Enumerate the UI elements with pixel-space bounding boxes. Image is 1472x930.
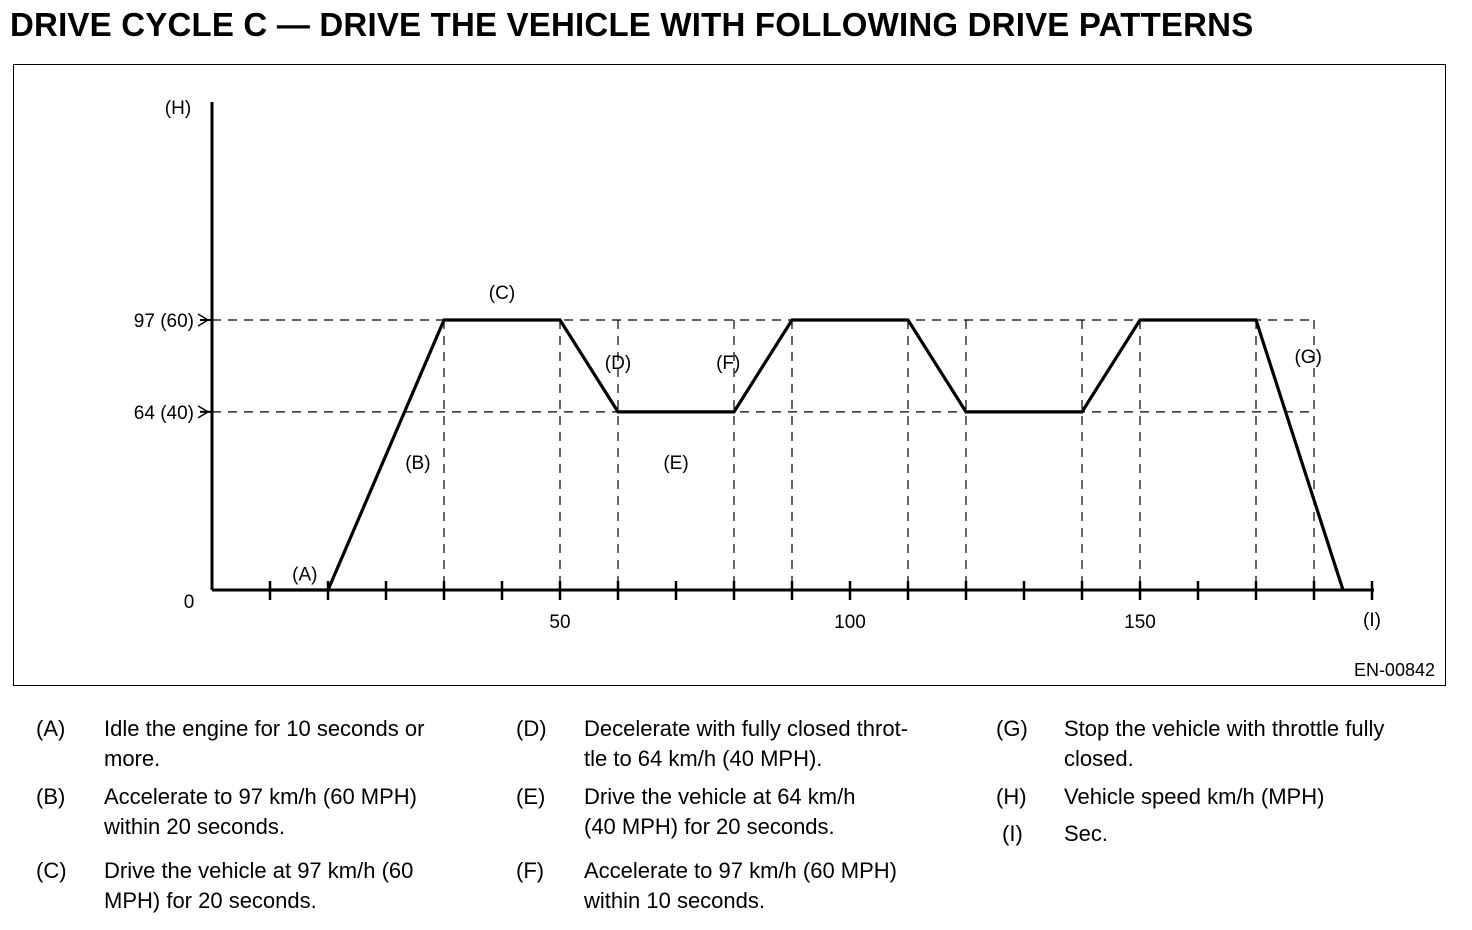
legend-text: Sec.: [1064, 821, 1109, 846]
legend-text: Idle the engine for 10 seconds or more.: [104, 716, 425, 771]
y-axis-label: (H): [164, 98, 192, 119]
legend-key: (I): [1002, 821, 1023, 846]
x-tick-label: 100: [834, 612, 866, 633]
legend-text: Drive the vehicle at 97 km/h (60 MPH) for 20 seconds.: [104, 858, 414, 913]
segment-label: (B): [405, 452, 431, 474]
y-tick-label: 0: [183, 592, 195, 613]
segment-label: (C): [488, 283, 516, 305]
legend-key: (A): [36, 716, 66, 741]
legend-text: Drive the vehicle at 64 km/h (40 MPH) for 20 seconds.: [584, 784, 856, 839]
speed-series-line: [270, 320, 1343, 590]
y-tick-label: 64 (40): [133, 402, 194, 424]
segment-label: (F): [716, 352, 741, 374]
segment-label: (A): [292, 564, 318, 586]
legend-text: Stop the vehicle with throttle fully closed.: [1064, 716, 1385, 771]
legend-key: (D): [516, 716, 547, 741]
legend-key: (C): [36, 858, 67, 883]
legend-text: Accelerate to 97 km/h (60 MPH) within 10 seconds.: [584, 858, 898, 913]
legend-key: (G): [996, 716, 1028, 741]
x-tick-label: 50: [549, 612, 571, 633]
legend-key: (H): [996, 784, 1027, 809]
legend: [0, 712, 1472, 927]
legend-key: (F): [516, 858, 545, 883]
y-tick-label: 97 (60): [133, 311, 194, 332]
x-axis-label: (I): [1363, 610, 1381, 631]
x-tick-label: 150: [1124, 612, 1156, 633]
legend-key: (E): [516, 784, 546, 809]
legend-text: Accelerate to 97 km/h (60 MPH) within 20 seconds.: [104, 784, 418, 839]
legend-text: Vehicle speed km/h (MPH): [1064, 784, 1325, 809]
page-title: DRIVE CYCLE C — DRIVE THE VEHICLE WITH FOLLOWING DRIVE PATTERNS: [10, 6, 1254, 43]
figure-code: EN-00842: [1353, 660, 1435, 680]
legend-text: Decelerate with fully closed throt- tle to 64 km/h (40 MPH).: [584, 716, 909, 771]
legend-key: (B): [36, 784, 66, 809]
segment-label: (D): [604, 352, 632, 374]
segment-label: (E): [663, 452, 689, 474]
segment-label: (G): [1294, 347, 1322, 369]
